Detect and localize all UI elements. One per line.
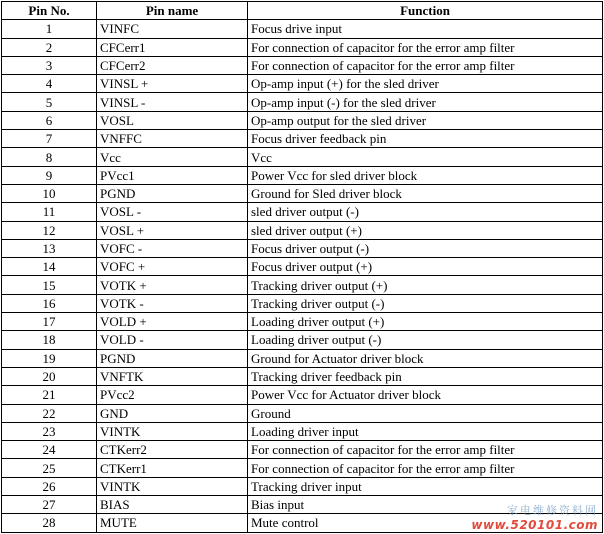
function-cell: Focus driver output (-) xyxy=(248,239,603,257)
pin-name-cell: PGND xyxy=(97,349,248,367)
pin-number-cell: 12 xyxy=(2,221,97,239)
pin-number-cell: 3 xyxy=(2,56,97,74)
table-row xyxy=(2,93,603,111)
pin-number-cell: 16 xyxy=(2,294,97,312)
table-row xyxy=(2,367,603,385)
table-row xyxy=(2,20,603,38)
function-cell: Power Vcc for Actuator driver block xyxy=(248,386,603,404)
table-row xyxy=(2,294,603,312)
pin-number-cell: 5 xyxy=(2,93,97,111)
pin-name-cell: Vcc xyxy=(97,148,248,166)
pin-number-cell: 17 xyxy=(2,313,97,331)
function-cell: Focus drive input xyxy=(248,20,603,38)
pin-number-cell: 19 xyxy=(2,349,97,367)
table-row xyxy=(2,221,603,239)
function-cell: Ground for Actuator driver block xyxy=(248,349,603,367)
table-row xyxy=(2,148,603,166)
table-row xyxy=(2,56,603,74)
table-body xyxy=(2,20,603,532)
pin-number-cell: 13 xyxy=(2,239,97,257)
pin-name-cell: VOFC + xyxy=(97,258,248,276)
table-row xyxy=(2,258,603,276)
watermark-url: www.520101.com xyxy=(471,518,598,532)
function-cell: For connection of capacitor for the error amp filter xyxy=(248,441,603,459)
table-row xyxy=(2,496,603,514)
function-cell: Tracking driver input xyxy=(248,477,603,495)
function-cell: Focus driver feedback pin xyxy=(248,130,603,148)
table-row xyxy=(2,130,603,148)
pin-name-cell: CTKerr1 xyxy=(97,459,248,477)
pin-number-cell: 28 xyxy=(2,514,97,532)
pin-name-cell: CFCerr2 xyxy=(97,56,248,74)
pin-name-cell: VOSL + xyxy=(97,221,248,239)
pin-number-cell: 11 xyxy=(2,203,97,221)
function-cell: Op-amp output for the sled driver xyxy=(248,111,603,129)
table-row xyxy=(2,166,603,184)
table-row xyxy=(2,111,603,129)
pin-name-cell: VOSL xyxy=(97,111,248,129)
pin-name-cell: VOLD + xyxy=(97,313,248,331)
function-cell: Loading driver output (-) xyxy=(248,331,603,349)
pin-name-cell: VOLD - xyxy=(97,331,248,349)
table-row xyxy=(2,75,603,93)
table-row xyxy=(2,349,603,367)
pin-number-cell: 2 xyxy=(2,38,97,56)
table-row xyxy=(2,459,603,477)
table-row xyxy=(2,203,603,221)
pin-number-cell: 27 xyxy=(2,496,97,514)
pin-name-cell: VOTK + xyxy=(97,276,248,294)
table-row xyxy=(2,276,603,294)
table-row xyxy=(2,184,603,202)
pin-number-cell: 14 xyxy=(2,258,97,276)
pin-number-cell: 1 xyxy=(2,20,97,38)
function-cell: Ground xyxy=(248,404,603,422)
table-row xyxy=(2,38,603,56)
pin-number-cell: 8 xyxy=(2,148,97,166)
function-cell: Ground for Sled driver block xyxy=(248,184,603,202)
pin-function-table xyxy=(1,1,603,533)
watermark-title: 家电维修资料网 xyxy=(507,504,598,517)
pin-number-cell: 24 xyxy=(2,441,97,459)
function-cell: Vcc xyxy=(248,148,603,166)
pin-name-cell: CTKerr2 xyxy=(97,441,248,459)
header-pin-name: Pin name xyxy=(97,2,248,20)
table-row xyxy=(2,313,603,331)
pin-name-cell: BIAS xyxy=(97,496,248,514)
pin-name-cell: CFCerr1 xyxy=(97,38,248,56)
pin-name-cell: PGND xyxy=(97,184,248,202)
table-header-row xyxy=(2,2,603,20)
function-cell: Tracking driver output (-) xyxy=(248,294,603,312)
pin-number-cell: 4 xyxy=(2,75,97,93)
function-cell: For connection of capacitor for the error amp filter xyxy=(248,459,603,477)
function-cell: Op-amp input (-) for the sled driver xyxy=(248,93,603,111)
function-cell: For connection of capacitor for the error amp filter xyxy=(248,56,603,74)
table-row xyxy=(2,514,603,532)
function-cell: Loading driver output (+) xyxy=(248,313,603,331)
function-cell: For connection of capacitor for the error amp filter xyxy=(248,38,603,56)
pin-name-cell: MUTE xyxy=(97,514,248,532)
pin-number-cell: 20 xyxy=(2,367,97,385)
function-cell: Loading driver input xyxy=(248,422,603,440)
pin-number-cell: 18 xyxy=(2,331,97,349)
function-cell: Op-amp input (+) for the sled driver xyxy=(248,75,603,93)
pin-number-cell: 9 xyxy=(2,166,97,184)
pin-name-cell: VINTK xyxy=(97,477,248,495)
pin-name-cell: PVcc1 xyxy=(97,166,248,184)
header-function: Function xyxy=(248,2,603,20)
pin-name-cell: VOTK - xyxy=(97,294,248,312)
table-row xyxy=(2,239,603,257)
pin-number-cell: 21 xyxy=(2,386,97,404)
pin-number-cell: 15 xyxy=(2,276,97,294)
pin-name-cell: VOSL - xyxy=(97,203,248,221)
pin-name-cell: VINSL - xyxy=(97,93,248,111)
function-cell: sled driver output (+) xyxy=(248,221,603,239)
table-row xyxy=(2,422,603,440)
pin-name-cell: VINFC xyxy=(97,20,248,38)
function-cell: Bias input xyxy=(248,496,603,514)
function-cell: Tracking driver feedback pin xyxy=(248,367,603,385)
pin-name-cell: VINTK xyxy=(97,422,248,440)
table-row xyxy=(2,404,603,422)
pin-name-cell: VOFC - xyxy=(97,239,248,257)
function-cell: Focus driver output (+) xyxy=(248,258,603,276)
pin-number-cell: 26 xyxy=(2,477,97,495)
header-pin-no: Pin No. xyxy=(2,2,97,20)
pin-name-cell: VNFTK xyxy=(97,367,248,385)
pin-number-cell: 6 xyxy=(2,111,97,129)
pin-number-cell: 10 xyxy=(2,184,97,202)
pin-number-cell: 22 xyxy=(2,404,97,422)
pin-number-cell: 25 xyxy=(2,459,97,477)
pin-name-cell: VINSL + xyxy=(97,75,248,93)
pin-name-cell: VNFFC xyxy=(97,130,248,148)
function-cell: Mute control xyxy=(248,514,603,532)
function-cell: sled driver output (-) xyxy=(248,203,603,221)
table-row xyxy=(2,441,603,459)
pin-number-cell: 23 xyxy=(2,422,97,440)
table-row xyxy=(2,477,603,495)
table-row xyxy=(2,386,603,404)
table-row xyxy=(2,331,603,349)
function-cell: Power Vcc for sled driver block xyxy=(248,166,603,184)
pin-name-cell: PVcc2 xyxy=(97,386,248,404)
pin-number-cell: 7 xyxy=(2,130,97,148)
pin-name-cell: GND xyxy=(97,404,248,422)
function-cell: Tracking driver output (+) xyxy=(248,276,603,294)
